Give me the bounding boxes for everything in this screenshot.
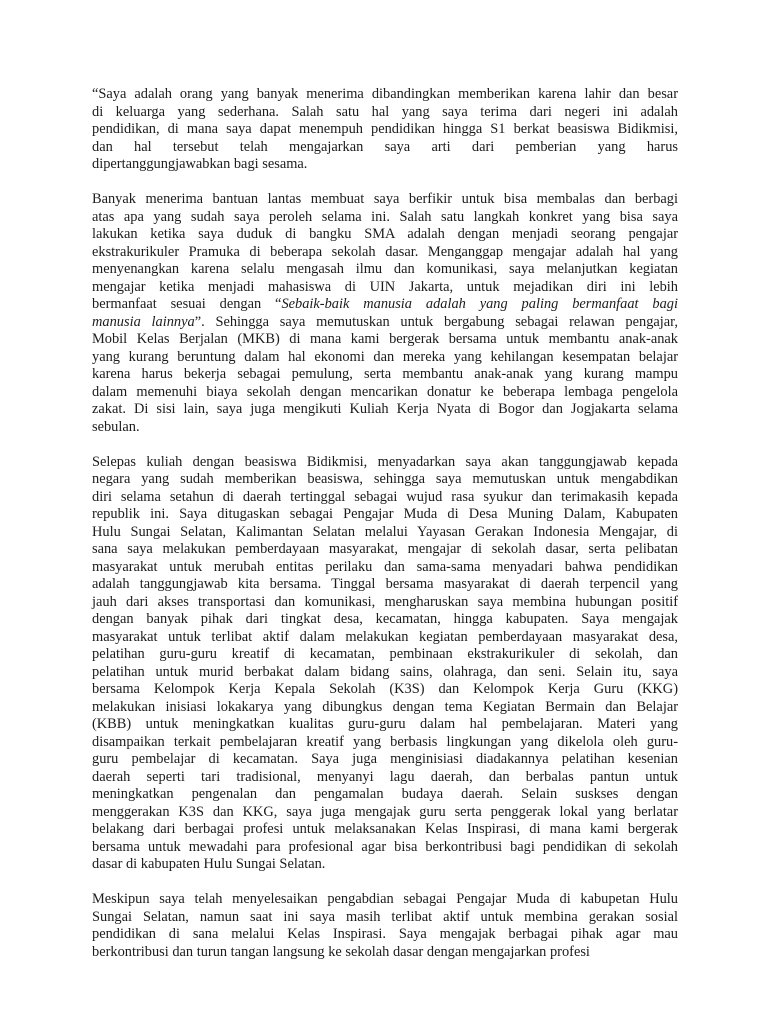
text-line	[92, 769, 678, 787]
text-run: (KBB) untuk meningkatkan kualitas guru-guru dalam hal pembelajaran. Materi yang	[92, 716, 678, 732]
text-run: di keluarga yang sederhana. Salah satu hal yang saya terima dari negeri ini adalah	[92, 103, 678, 120]
text-line	[92, 594, 678, 612]
text-line	[92, 489, 678, 507]
text-run: Meskipun saya telah menyelesaikan pengabdian sebagai Pengajar Muda di kabupetan Hulu	[92, 891, 678, 907]
text-line	[92, 524, 678, 542]
text-run: pelatihan guru-guru kreatif di kecamatan, pembinaan ekstrakurikuler di sekolah, dan	[92, 646, 678, 662]
text-run: belakang dari berbagai profesi untuk melaksanakan Kelas Inspirasi, di mana kami bergerak	[92, 821, 678, 837]
text-run: disampaikan terkait pembelajaran kreatif yang berbasis lingkungan yang dikelola oleh guru-	[92, 733, 678, 750]
text-run: meningkatkan pengenalan dan pengamalan budaya daerah. Selain suskses dengan	[92, 786, 678, 802]
text-line	[92, 314, 678, 332]
text-run: adalah tanggungjawab kita bersama. Tinggal bersama masyarakat di daerah terpencil yang	[92, 576, 678, 592]
text-line	[92, 191, 678, 209]
text-run: masyarakat untuk terlibat aktif dalam melakukan kegiatan pemberdayaan masyarakat desa,	[92, 628, 678, 645]
text-run: sebulan.	[92, 418, 140, 435]
text-line	[92, 279, 678, 297]
text-line	[92, 296, 678, 314]
text-line	[92, 121, 678, 139]
text-run: pendidikan, di mana saya dapat menempuh pendidikan hingga S1 berkat beasiswa Bidikmisi,	[92, 121, 678, 137]
paragraph	[92, 191, 678, 436]
text-line	[92, 506, 678, 524]
text-run: Sungai Selatan, namun saat ini saya masih terlibat aktif untuk membina gerakan sosial	[92, 908, 678, 925]
text-run: daerah seperti tari tradisional, menyanyi lagu daerah, dan berbalas pantun untuk	[92, 768, 678, 785]
text-line	[92, 611, 678, 629]
text-run: yang kurang beruntung dalam hal ekonomi dan mereka yang kehilangan kesempatan belajar	[92, 348, 678, 365]
text-line	[92, 716, 678, 734]
text-run: ekstrakurikuler Pramuka di beberapa sekolah dasar. Menganggap mengajar adalah hal yang	[92, 243, 678, 260]
text-run: masyarakat untuk merubah entitas perilaku dan sama-sama menyadari bahwa pendidikan	[92, 558, 678, 575]
paragraph	[92, 86, 678, 174]
text-line	[92, 331, 678, 349]
text-run: Banyak menerima bantuan lantas membuat saya berfikir untuk bisa membalas dan berbagi	[92, 191, 678, 207]
text-run: “Saya adalah orang yang banyak menerima dibandingkan memberikan karena lahir dan besar	[92, 86, 678, 102]
text-run: negara yang sudah memberikan beasiswa, sehingga saya memutuskan untuk mengabdikan	[92, 471, 678, 487]
document-page	[92, 86, 678, 979]
text-run: karena harus bekerja sebagai pemulung, serta membantu anak-anak yang kurang mampu	[92, 366, 678, 382]
text-run: Selepas kuliah dengan beasiswa Bidikmisi, menyadarkan saya akan tanggungjawab kepada	[92, 453, 678, 470]
text-line	[92, 786, 678, 804]
text-run: zakat. Di sisi lain, saya juga mengikuti Kuliah Kerja Nyata di Bogor dan Jogjakarta selama	[92, 401, 678, 417]
text-line	[92, 856, 678, 874]
text-line	[92, 926, 678, 944]
text-run: dipertanggungjawabkan bagi sesama.	[92, 156, 308, 172]
text-run: bersama untuk mewadahi para profesional agar bisa berkontribusi bagi pendidikan di sekolah	[92, 838, 678, 855]
text-line	[92, 419, 678, 437]
text-line	[92, 156, 678, 174]
text-line	[92, 86, 678, 104]
text-run: berkontribusi dan turun tangan langsung ke sekolah dasar dengan mengajarkan profesi	[92, 943, 590, 960]
text-run: sana saya melakukan pemberdayaan masyarakat, mengajar di sekolah dasar, serta pelibatan	[92, 541, 678, 557]
text-line	[92, 646, 678, 664]
paragraph	[92, 454, 678, 874]
text-run: bermanfaat sesuai dengan “	[92, 296, 282, 312]
text-line	[92, 699, 678, 717]
text-line	[92, 139, 678, 157]
text-run: jauh dari akses transportasi dan komunikasi, mengharuskan saya membina hubungan positif	[92, 593, 678, 610]
text-run: guru pembelajar di kecamatan. Saya juga menginisiasi diadakannya pelatihan kesenian	[92, 751, 678, 767]
italic-quote-run: Sebaik-baik manusia adalah yang paling bermanfaat bagi	[281, 296, 678, 312]
text-run: Hulu Sungai Selatan, Kalimantan Selatan melalui Yayasan Gerakan Indonesia Mengajar, di	[92, 523, 678, 540]
text-run: dan hal tersebut telah mengajarkan saya arti dari pemberian yang harus	[92, 138, 678, 155]
text-line	[92, 821, 678, 839]
text-run: atas apa yang sudah saya peroleh selama ini. Salah satu langkah konkret yang bisa saya	[92, 208, 678, 225]
text-line	[92, 384, 678, 402]
text-run: dasar di kabupaten Hulu Sungai Selatan.	[92, 856, 326, 872]
text-line	[92, 751, 678, 769]
text-line	[92, 909, 678, 927]
text-run: lakukan ketika saya duduk di bangku SMA adalah dengan menjadi seorang pengajar	[92, 226, 678, 242]
text-run: bersama Kelompok Kerja Kepala Sekolah (K3S) dan Kelompok Kerja Guru (KKG)	[92, 681, 678, 697]
text-line	[92, 681, 678, 699]
text-line	[92, 226, 678, 244]
text-line	[92, 944, 678, 962]
italic-quote-run: manusia lainnya	[92, 313, 195, 330]
text-line	[92, 261, 678, 279]
text-run: dengan banyak pihak dari tingkat desa, kecamatan, hingga kabupaten. Saya mengajak	[92, 611, 678, 627]
text-line	[92, 891, 678, 909]
text-run: dalam memenuhi biaya sekolah dengan mencarikan donatur ke beberapa lembaga pengelola	[92, 383, 678, 400]
text-line	[92, 804, 678, 822]
text-run: Mobil Kelas Berjalan (MKB) di mana kami bergerak bersama untuk membantu anak-anak	[92, 331, 678, 347]
text-line	[92, 576, 678, 594]
text-line	[92, 839, 678, 857]
text-line	[92, 471, 678, 489]
text-line	[92, 401, 678, 419]
text-run: pelatihan untuk murid berbakat dalam bidang sains, olahraga, dan seni. Selain itu, saya	[92, 663, 678, 680]
text-line	[92, 629, 678, 647]
text-line	[92, 559, 678, 577]
text-line	[92, 209, 678, 227]
text-run: pendidikan di sana melalui Kelas Inspirasi. Saya mengajak berbagai pihak agar mau	[92, 926, 678, 942]
text-line	[92, 664, 678, 682]
text-line	[92, 366, 678, 384]
text-line	[92, 349, 678, 367]
text-run: diri selama setahun di daerah tertinggal sebagai wujud rasa syukur dan terimakasih kepada	[92, 488, 678, 505]
text-line	[92, 541, 678, 559]
text-run: mengajar ketika menjadi mahasiswa di UIN Jakarta, untuk mejadikan diri ini lebih	[92, 278, 678, 295]
text-run: melakukan inisiasi lokakarya yang dibungkus dengan tema Kegiatan Bermain dan Belajar	[92, 698, 678, 715]
text-line	[92, 454, 678, 472]
text-line	[92, 244, 678, 262]
text-run: ”. Sehingga saya memutuskan untuk bergabung sebagai relawan pengajar,	[194, 313, 678, 330]
text-line	[92, 734, 678, 752]
text-run: menyenangkan karena selalu mengasah ilmu dan komunikasi, saya melanjutkan kegiatan	[92, 261, 678, 277]
text-run: republik ini. Saya ditugaskan sebagai Pengajar Muda di Desa Muning Dalam, Kabupaten	[92, 506, 678, 522]
text-run: menggerakan K3S dan KKG, saya juga mengajak guru serta penggerak lokal yang berlatar	[92, 803, 678, 820]
text-line	[92, 104, 678, 122]
paragraph	[92, 891, 678, 961]
